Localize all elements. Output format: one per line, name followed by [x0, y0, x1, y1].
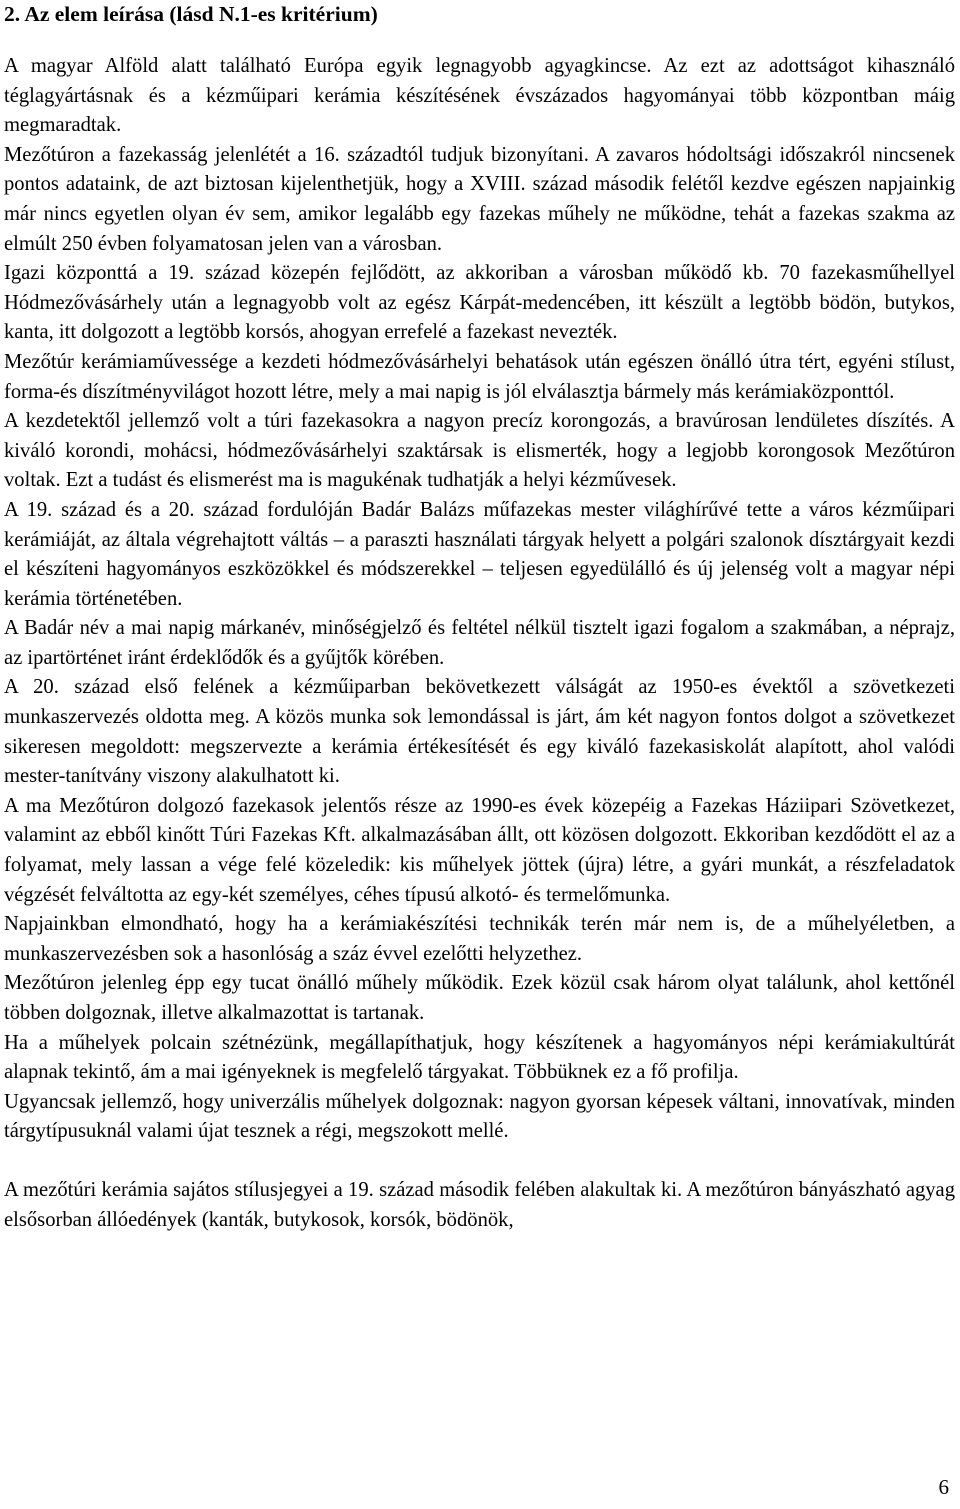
paragraph-6: A 19. század és a 20. század fordulóján Badár Balázs műfazekas mester világhírűvé tette a város kézműipari kerámiáját, az általa végrehajtott váltás – a paraszti használati tárgyak helyett a polgári szalonok dísztárgyait kezdi el készíteni hagyományos eszközökkel és módszerekkel – teljesen egyedülálló és új jelenség volt a magyar népi kerámia történetében. — [4, 498, 955, 610]
paragraph-5: A kezdetektől jellemző volt a túri fazekasokra a nagyon precíz korongozás, a bravúrosan lendületes díszítés. A kiváló korondi, mohácsi, hódmezővásárhelyi szaktársak is elismerték, hogy a legjobb korongosok Mezőtúron voltak. Ezt a tudást és elismerést ma is magukénak tudhatják a helyi kézművesek. — [4, 410, 955, 492]
body-text — [4, 52, 955, 1235]
paragraph-10: Napjainkban elmondható, hogy ha a kerámiakészítési technikák terén már nem is, de a műhelyéletben, a munkaszervezésben sok a hasonlóság a száz évvel ezelőtti helyzethez. — [4, 913, 955, 965]
paragraph-9: A ma Mezőtúron dolgozó fazekasok jelentős része az 1990-es évek közepéig a Fazekas Háziipari Szövetkezet, valamint az ebből kinőtt Túri Fazekas Kft. alkalmazásában állt, ott közösen dolgozott. Ekkoriban kezdődött el az a folyamat, mely lassan a vége felé közeledik: kis műhelyek jöttek (újra) létre, a gyári munkát, a részfeladatok végzését felváltotta az egy-két személyes, céhes típusú alkotó- és termelőmunka. — [4, 794, 955, 906]
paragraph-14: A mezőtúri kerámia sajátos stílusjegyei a 19. század második felében alakultak ki. A mezőtúron bányászható agyag elsősorban állóedények (kanták, butykosok, korsók, bödönök, — [4, 1178, 955, 1231]
paragraph-2: Mezőtúron a fazekasság jelenlétét a 16. századtól tudjuk bizonyítani. A zavaros hódoltsági időszakról nincsenek pontos adataink, de azt biztosan kijelenthetjük, hogy a XVIII. század második felétől kezdve egészen napjainkig már nincs egyetlen olyan év sem, amikor legalább egy fazekas műhely ne működne, tehát a fazekas szakma az elmúlt 250 évben folyamatosan jelen van a városban. — [4, 143, 955, 255]
paragraph-8: A 20. század első felének a kézműiparban bekövetkezett válságát az 1950-es évektől a szövetkezeti munkaszervezés oldotta meg. A közös munka sok lemondással is járt, ám két nagyon fontos dolgot a szövetkezet sikeresen megoldott: megszervezte a kerámia értékesítését és egy kiváló fazekasiskolát alapított, ahol valódi mester-tanítvány viszony alakulhatott ki. — [4, 676, 955, 788]
paragraph-11: Mezőtúron jelenleg épp egy tucat önálló műhely működik. Ezek közül csak három olyat találunk, ahol kettőnél többen dolgoznak, illetve alkalmazottat is tartanak. — [4, 972, 955, 1024]
page-number: 6 — [938, 1475, 949, 1499]
section-heading: 2. Az elem leírása (lásd N.1-es kritérium) — [4, 2, 378, 26]
document-page — [4, 0, 955, 1499]
paragraph-1: A magyar Alföld alatt található Európa egyik legnagyobb agyagkincse. Az ezt az adottságot kihasználó téglagyártásnak és a kézműipari kerámia készítésének évszázados hagyományai több központban máig megmaradtak. — [4, 55, 955, 137]
paragraph-7: A Badár név a mai napig márkanév, minőségjelző és feltétel nélkül tisztelt igazi fogalom a szakmában, a néprajz, az ipartörténet iránt érdeklődők és a gyűjtők körében. — [4, 617, 955, 669]
paragraph-13: Ugyancsak jellemző, hogy univerzális műhelyek dolgoznak: nagyon gyorsan képesek váltani, innovatívak, minden tárgytípusuknál valami újat tesznek a régi, megszokott mellé. — [4, 1090, 955, 1143]
paragraph-4: Mezőtúr kerámiaművessége a kezdeti hódmezővásárhelyi behatások után egészen önálló útra tért, egyéni stílust, forma-és díszítményvilágot hozott létre, mely a mai napig is jól elválasztja bármely más kerámiaközponttól. — [4, 350, 955, 403]
paragraph-3: Igazi központtá a 19. század közepén fejlődött, az akkoriban a városban működő kb. 70 fazekasműhellyel Hódmezővásárhely után a legnagyobb volt az egész Kárpát-medencében, itt készült a legtöbb bödön, butykos, kanta, itt dolgozott a legtöbb korsós, ahogyan errefelé a fazekast nevezték. — [4, 262, 955, 344]
paragraph-spacer — [4, 1147, 955, 1176]
paragraph-12: Ha a műhelyek polcain szétnézünk, megállapíthatjuk, hogy készítenek a hagyományos népi kerámiakultúrát alapnak tekintő, ám a mai igényeknek is megfelelő tárgyakat. Többüknek ez a fő profilja. — [4, 1031, 955, 1084]
